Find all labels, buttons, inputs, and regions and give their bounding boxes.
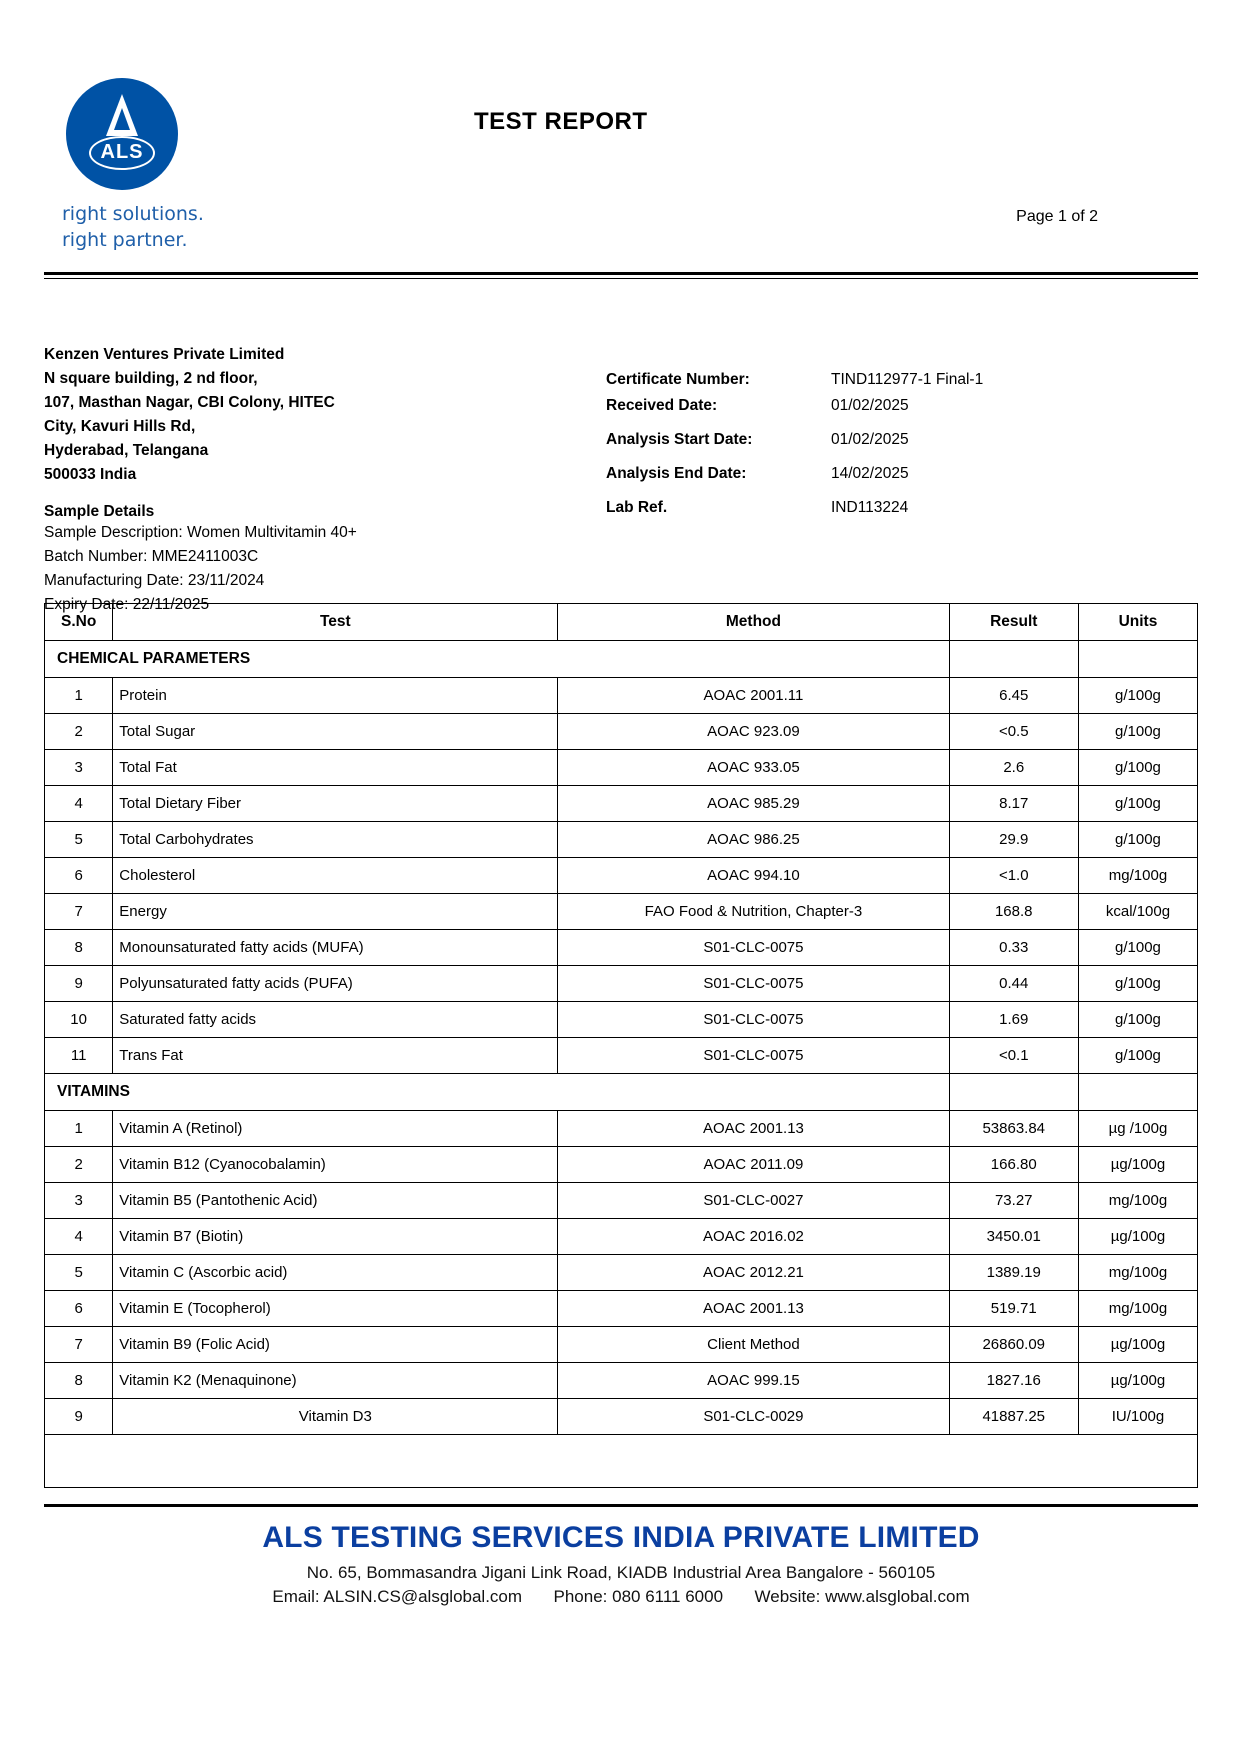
cell-test: Vitamin B5 (Pantothenic Acid): [113, 1183, 558, 1219]
cell-sno: 5: [45, 822, 113, 858]
table-row: [45, 1399, 1198, 1435]
lab-ref-row: [606, 499, 1166, 517]
analysis-start-date-value: 01/02/2025: [831, 431, 909, 448]
cell-method: AOAC 2016.02: [558, 1219, 949, 1255]
logo-text: ALS: [100, 141, 144, 163]
cell-sno: 8: [45, 1363, 113, 1399]
analysis-start-date-label: Analysis Start Date:: [606, 431, 753, 448]
cell-sno: 7: [45, 1327, 113, 1363]
cell-method: S01-CLC-0075: [558, 1002, 949, 1038]
als-logo-icon: [66, 78, 178, 190]
table-row: [45, 786, 1198, 822]
cell-result: 2.6: [949, 750, 1078, 786]
table-row: [45, 1363, 1198, 1399]
footer-website[interactable]: Website: www.alsglobal.com: [754, 1587, 970, 1606]
sample-description: Sample Description: Women Multivitamin 40+: [44, 524, 357, 542]
cell-test: Vitamin B12 (Cyanocobalamin): [113, 1147, 558, 1183]
certificate-number-value: TIND112977-1 Final-1: [831, 371, 984, 388]
cell-test: Energy: [113, 894, 558, 930]
footer-email[interactable]: Email: ALSIN.CS@alsglobal.com: [272, 1587, 523, 1606]
table-row: [45, 1219, 1198, 1255]
cell-sno: 9: [45, 1399, 113, 1435]
cell-result: <0.1: [949, 1038, 1078, 1074]
cell-units: mg/100g: [1078, 858, 1197, 894]
cell-method: S01-CLC-0029: [558, 1399, 949, 1435]
client-address-line-2: 107, Masthan Nagar, CBI Colony, HITEC: [44, 394, 335, 412]
cell-method: FAO Food & Nutrition, Chapter-3: [558, 894, 949, 930]
cell-test: Vitamin B9 (Folic Acid): [113, 1327, 558, 1363]
cell-test: Vitamin C (Ascorbic acid): [113, 1255, 558, 1291]
cell-test: Total Fat: [113, 750, 558, 786]
tagline-line-1: right solutions.: [62, 203, 204, 225]
footer-contact-row: [44, 1587, 1198, 1607]
sample-batch-number: Batch Number: MME2411003C: [44, 548, 259, 566]
cell-test: Total Sugar: [113, 714, 558, 750]
section-title: CHEMICAL PARAMETERS: [45, 641, 950, 678]
cell-units: g/100g: [1078, 714, 1197, 750]
cell-units: µg /100g: [1078, 1111, 1197, 1147]
results-table: [44, 603, 1198, 1488]
client-address-line-5: 500033 India: [44, 466, 137, 484]
cell-method: S01-CLC-0075: [558, 1038, 949, 1074]
table-row: [45, 894, 1198, 930]
flame-inner-shape-icon: [114, 108, 130, 130]
cell-sno: 4: [45, 786, 113, 822]
cell-sno: 6: [45, 1291, 113, 1327]
cell-sno: 3: [45, 1183, 113, 1219]
cell-test: Protein: [113, 678, 558, 714]
table-row: [45, 1327, 1198, 1363]
cell-test: Total Dietary Fiber: [113, 786, 558, 822]
cell-test: Vitamin B7 (Biotin): [113, 1219, 558, 1255]
client-address-block: [44, 343, 544, 617]
section-blank-units: [1078, 1074, 1197, 1111]
client-address-line-4: Hyderabad, Telangana: [44, 442, 209, 460]
cell-result: <1.0: [949, 858, 1078, 894]
table-row: [45, 858, 1198, 894]
column-header-sno: S.No: [45, 604, 113, 641]
cell-sno: 1: [45, 678, 113, 714]
section-blank-units: [1078, 641, 1197, 678]
cell-units: IU/100g: [1078, 1399, 1197, 1435]
cell-sno: 9: [45, 966, 113, 1002]
cell-test: Total Carbohydrates: [113, 822, 558, 858]
certificate-number-row: [606, 371, 1166, 389]
logo-tagline: [56, 202, 226, 253]
analysis-end-date-row: [606, 465, 1166, 483]
table-row: [45, 678, 1198, 714]
table-row: [45, 1255, 1198, 1291]
cell-sno: 2: [45, 1147, 113, 1183]
cell-method: AOAC 2001.11: [558, 678, 949, 714]
cell-sno: 1: [45, 1111, 113, 1147]
table-trailing-blank-row: [45, 1435, 1198, 1488]
cell-sno: 8: [45, 930, 113, 966]
table-row: [45, 1002, 1198, 1038]
cell-test: Cholesterol: [113, 858, 558, 894]
sample-manufacturing-date: Manufacturing Date: 23/11/2024: [44, 572, 265, 590]
certificate-number-label: Certificate Number:: [606, 371, 750, 388]
cell-units: kcal/100g: [1078, 894, 1197, 930]
sample-expiry-date: Expiry Date: 22/11/2025: [44, 596, 210, 614]
analysis-start-date-row: [606, 431, 1166, 449]
header-divider-thin: [44, 278, 1198, 279]
page-title: TEST REPORT: [474, 108, 648, 135]
section-header-chemical-parameters: [45, 641, 1198, 678]
cell-method: AOAC 2011.09: [558, 1147, 949, 1183]
received-date-label: Received Date:: [606, 397, 718, 414]
footer-address: No. 65, Bommasandra Jigani Link Road, KIADB Industrial Area Bangalore - 560105: [306, 1563, 936, 1582]
cell-sno: 3: [45, 750, 113, 786]
table-row: [45, 930, 1198, 966]
received-date-value: 01/02/2025: [831, 397, 909, 414]
analysis-end-date-label: Analysis End Date:: [606, 465, 747, 482]
cell-method: AOAC 994.10: [558, 858, 949, 894]
cell-test: Monounsaturated fatty acids (MUFA): [113, 930, 558, 966]
cell-result: 0.44: [949, 966, 1078, 1002]
cell-method: AOAC 986.25: [558, 822, 949, 858]
section-blank-result: [949, 1074, 1078, 1111]
cell-units: µg/100g: [1078, 1363, 1197, 1399]
report-meta: [44, 343, 1198, 614]
cell-method: Client Method: [558, 1327, 949, 1363]
column-header-method: Method: [558, 604, 949, 641]
cell-test: Trans Fat: [113, 1038, 558, 1074]
column-header-result: Result: [949, 604, 1078, 641]
cell-sno: 10: [45, 1002, 113, 1038]
cell-method: AOAC 2001.13: [558, 1291, 949, 1327]
cell-method: AOAC 933.05: [558, 750, 949, 786]
cell-sno: 7: [45, 894, 113, 930]
cell-test: Vitamin D3: [113, 1399, 558, 1435]
column-header-units: Units: [1078, 604, 1197, 641]
client-address-line-3: City, Kavuri Hills Rd,: [44, 418, 196, 436]
certificate-info-block: [606, 371, 1166, 525]
cell-result: 1.69: [949, 1002, 1078, 1038]
footer-company-name: ALS TESTING SERVICES INDIA PRIVATE LIMITED: [262, 1521, 980, 1554]
cell-result: 29.9: [949, 822, 1078, 858]
cell-units: mg/100g: [1078, 1291, 1197, 1327]
cell-result: 1827.16: [949, 1363, 1078, 1399]
table-row: [45, 750, 1198, 786]
cell-sno: 5: [45, 1255, 113, 1291]
table-row: [45, 1147, 1198, 1183]
received-date-row: [606, 397, 1166, 415]
client-name: Kenzen Ventures Private Limited: [44, 346, 285, 363]
cell-result: 168.8: [949, 894, 1078, 930]
table-row: [45, 1291, 1198, 1327]
cell-sno: 2: [45, 714, 113, 750]
cell-result: 1389.19: [949, 1255, 1078, 1291]
table-row: [45, 714, 1198, 750]
sample-details-heading: Sample Details: [44, 503, 155, 521]
cell-sno: 11: [45, 1038, 113, 1074]
footer-divider: [44, 1504, 1198, 1507]
cell-result: <0.5: [949, 714, 1078, 750]
cell-result: 519.71: [949, 1291, 1078, 1327]
report-header: [44, 0, 1198, 251]
cell-units: g/100g: [1078, 1002, 1197, 1038]
cell-method: AOAC 2001.13: [558, 1111, 949, 1147]
table-row: [45, 1111, 1198, 1147]
footer-phone: Phone: 080 6111 6000: [553, 1587, 724, 1606]
lab-ref-label: Lab Ref.: [606, 499, 668, 516]
cell-method: AOAC 999.15: [558, 1363, 949, 1399]
cell-units: g/100g: [1078, 678, 1197, 714]
cell-result: 3450.01: [949, 1219, 1078, 1255]
header-divider-thick: [44, 272, 1198, 275]
section-blank-result: [949, 641, 1078, 678]
cell-test: Vitamin E (Tocopherol): [113, 1291, 558, 1327]
cell-result: 73.27: [949, 1183, 1078, 1219]
cell-method: S01-CLC-0075: [558, 966, 949, 1002]
cell-result: 0.33: [949, 930, 1078, 966]
section-title: VITAMINS: [45, 1074, 950, 1111]
lab-ref-value: IND113224: [831, 499, 909, 516]
cell-units: µg/100g: [1078, 1219, 1197, 1255]
cell-units: mg/100g: [1078, 1183, 1197, 1219]
cell-method: S01-CLC-0075: [558, 930, 949, 966]
report-footer: [44, 1504, 1198, 1607]
cell-result: 8.17: [949, 786, 1078, 822]
cell-test: Saturated fatty acids: [113, 1002, 558, 1038]
cell-result: 53863.84: [949, 1111, 1078, 1147]
cell-result: 41887.25: [949, 1399, 1078, 1435]
column-header-test: Test: [113, 604, 558, 641]
blank-cell: [45, 1435, 1198, 1488]
client-address-line-1: N square building, 2 nd floor,: [44, 370, 258, 388]
cell-result: 6.45: [949, 678, 1078, 714]
table-row: [45, 822, 1198, 858]
cell-sno: 6: [45, 858, 113, 894]
cell-units: g/100g: [1078, 966, 1197, 1002]
analysis-end-date-value: 14/02/2025: [831, 465, 909, 482]
cell-units: g/100g: [1078, 1038, 1197, 1074]
als-logo: [56, 78, 226, 253]
cell-units: g/100g: [1078, 786, 1197, 822]
cell-units: mg/100g: [1078, 1255, 1197, 1291]
cell-result: 26860.09: [949, 1327, 1078, 1363]
cell-method: AOAC 985.29: [558, 786, 949, 822]
section-header-vitamins: [45, 1074, 1198, 1111]
table-row: [45, 966, 1198, 1002]
cell-result: 166.80: [949, 1147, 1078, 1183]
cell-test: Vitamin K2 (Menaquinone): [113, 1363, 558, 1399]
cell-units: g/100g: [1078, 750, 1197, 786]
cell-method: S01-CLC-0027: [558, 1183, 949, 1219]
cell-units: g/100g: [1078, 822, 1197, 858]
cell-units: g/100g: [1078, 930, 1197, 966]
tagline-line-2: right partner.: [62, 228, 188, 251]
page-indicator: Page 1 of 2: [1016, 208, 1098, 225]
table-row: [45, 1038, 1198, 1074]
cell-units: µg/100g: [1078, 1147, 1197, 1183]
cell-method: AOAC 2012.21: [558, 1255, 949, 1291]
table-row: [45, 1183, 1198, 1219]
cell-test: Polyunsaturated fatty acids (PUFA): [113, 966, 558, 1002]
cell-method: AOAC 923.09: [558, 714, 949, 750]
cell-test: Vitamin A (Retinol): [113, 1111, 558, 1147]
cell-sno: 4: [45, 1219, 113, 1255]
cell-units: µg/100g: [1078, 1327, 1197, 1363]
